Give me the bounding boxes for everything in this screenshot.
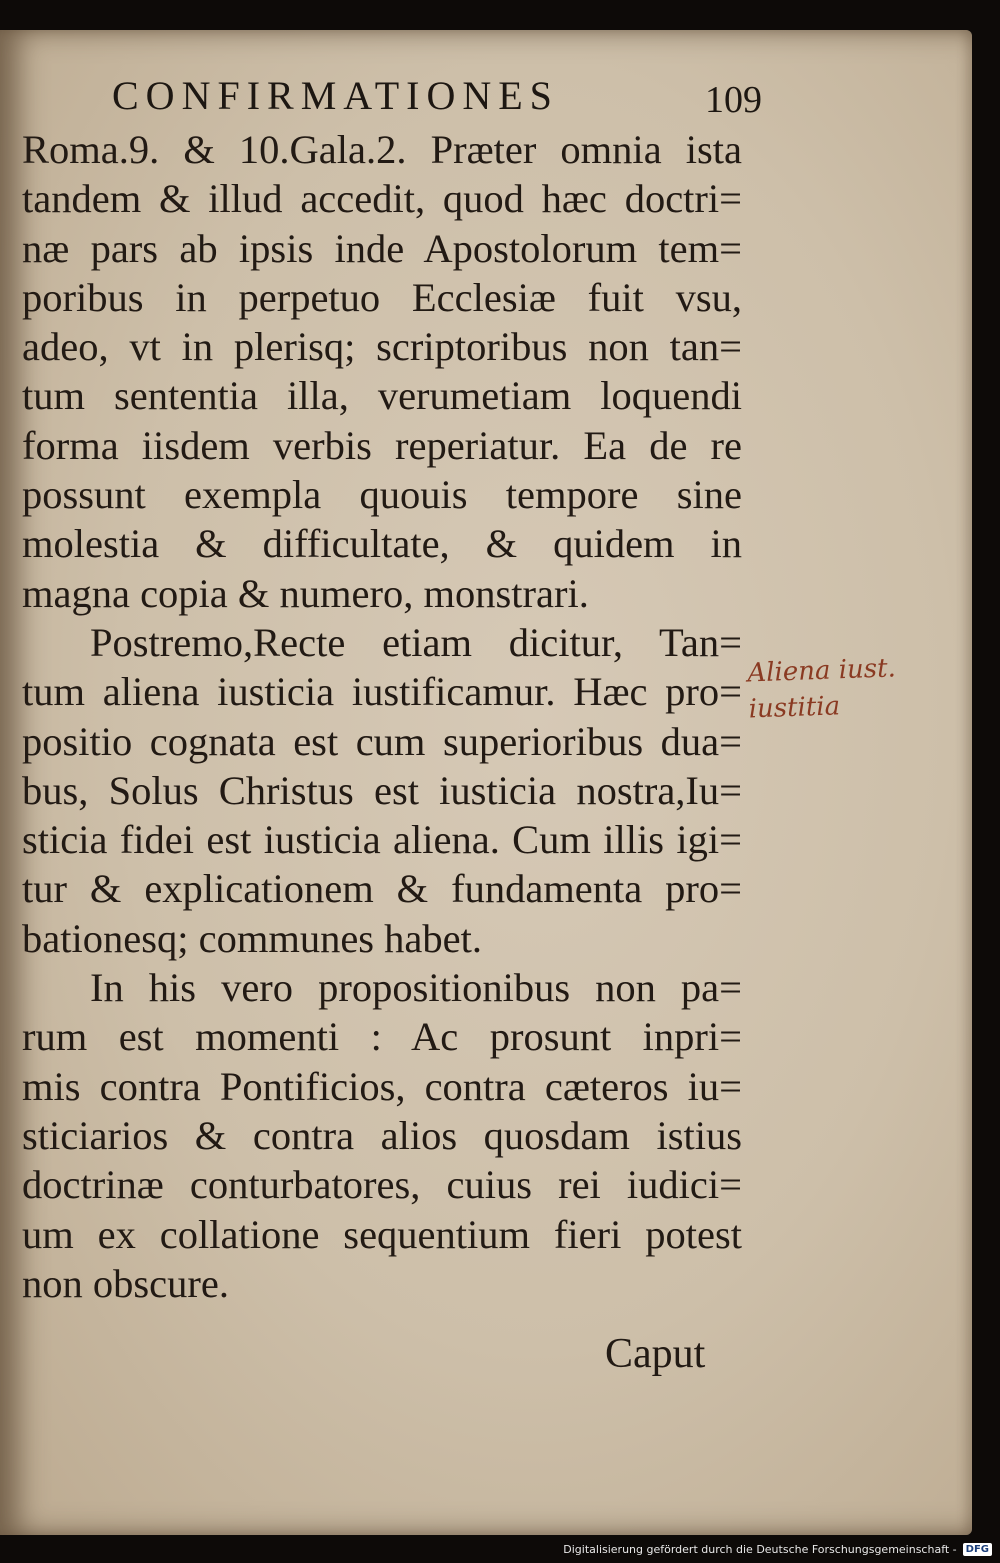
text-line: næ pars ab ipsis inde Apostolorum tem= <box>22 225 742 271</box>
text-line: Roma.9. & 10.Gala.2. Præter omnia ista <box>22 127 742 172</box>
dfg-logo: DFG <box>963 1543 992 1556</box>
text-line: poribus in perpetuo Ecclesiæ fuit vsu, <box>22 274 742 320</box>
text-line: non obscure. <box>22 1260 229 1306</box>
text-line: tum sententia illa, verumetiam loquendi <box>22 373 742 419</box>
text-line: doctrinæ conturbatores, cuius rei iudici= <box>22 1162 742 1208</box>
book-page <box>0 30 972 1535</box>
text-line: Postremo,Recte etiam dicitur, Tan= <box>90 619 742 665</box>
text-line: positio cognata est cum superioribus dua= <box>22 718 742 764</box>
text-line: forma iisdem verbis reperiatur. Ea de re <box>22 422 742 468</box>
credit-text: Digitalisierung gefördert durch die Deutsche Forschungsgemeinschaft - <box>563 1542 957 1556</box>
running-title: CONFIRMATIONES <box>112 73 559 118</box>
text-line: bationesq; communes habet. <box>22 915 483 961</box>
text-line: possunt exempla quouis tempore sine <box>22 472 742 518</box>
text-line: sticiarios & contra alios quosdam istius <box>22 1112 742 1158</box>
text-line: magna copia & numero, monstrari. <box>22 570 589 616</box>
body-text <box>22 125 742 1308</box>
text-line: molestia & difficultate, & quidem in <box>22 521 742 567</box>
margin-note-line: Aliena iust. <box>746 653 897 689</box>
catchword: Caput <box>605 1331 706 1377</box>
text-line: rum est momenti : Ac prosunt inpri= <box>22 1014 742 1060</box>
text-line: tandem & illud accedit, quod hæc doctri= <box>22 176 742 222</box>
margin-note-line: iustitia <box>748 691 841 725</box>
text-line: sticia fidei est iusticia aliena. Cum illis igi= <box>22 817 742 863</box>
digitization-credit <box>563 1539 992 1559</box>
text-line: um ex collatione sequentium fieri potest <box>22 1211 742 1257</box>
text-line: tum aliena iusticia iustificamur. Hæc pro= <box>22 669 742 715</box>
text-line: adeo, vt in plerisq; scriptoribus non tan= <box>22 324 742 370</box>
text-line: mis contra Pontificios, contra cæteros iu= <box>22 1063 742 1109</box>
text-line: tur & explicationem & fundamenta pro= <box>22 866 742 912</box>
page-header <box>112 72 762 132</box>
text-line: In his vero propositionibus non pa= <box>90 965 742 1011</box>
page-number: 109 <box>705 79 762 121</box>
text-line: bus, Solus Christus est iusticia nostra,Iu= <box>22 767 742 813</box>
handwritten-margin-note <box>747 649 949 728</box>
